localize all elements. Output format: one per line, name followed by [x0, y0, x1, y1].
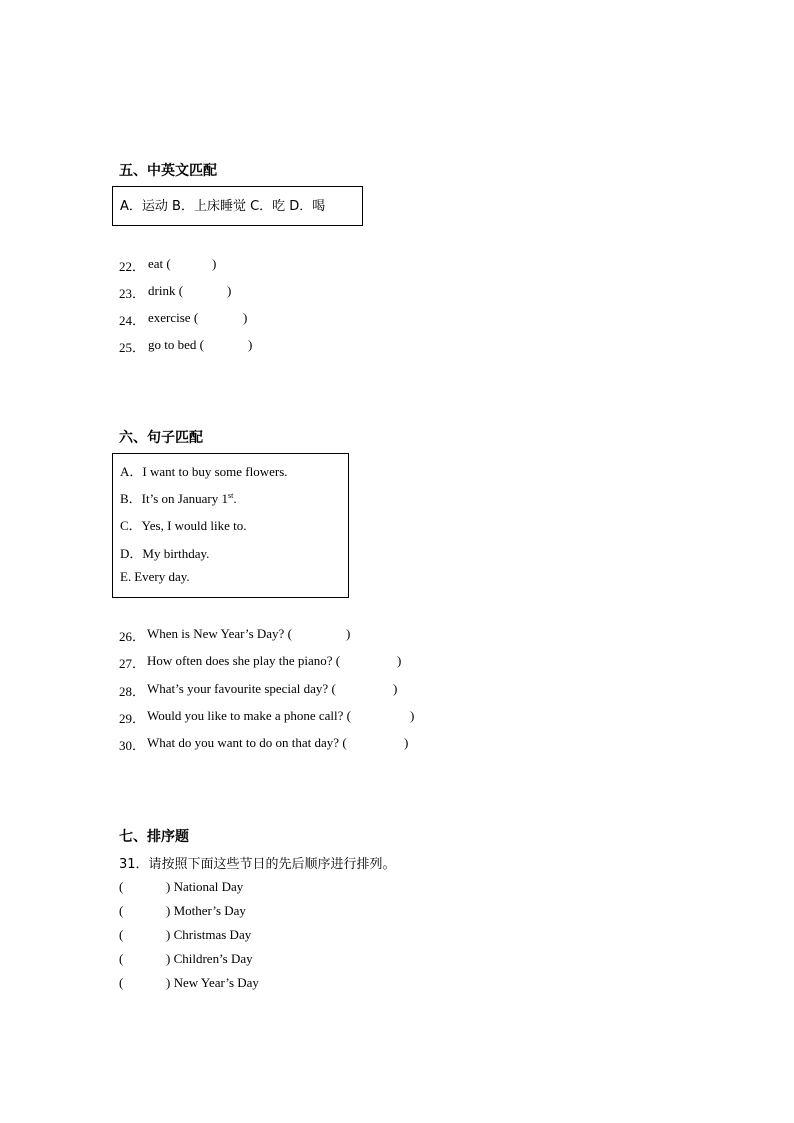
answer-blank-close[interactable]: )	[212, 256, 217, 271]
option-label: C．	[120, 518, 142, 533]
answer-blank-close[interactable]: )	[243, 310, 248, 325]
answer-blank-close[interactable]: )	[248, 337, 253, 352]
question-number: 30．	[119, 738, 146, 753]
answer-blank-close[interactable]: )	[410, 708, 415, 723]
question-text: How often does she play the piano? (	[147, 653, 341, 668]
option-label: A．	[120, 464, 143, 479]
option-text: It’s on January 1	[141, 491, 228, 506]
festival-name: ) Children’s Day	[166, 951, 253, 966]
option-row	[120, 488, 237, 507]
answer-blank-open[interactable]: (	[119, 927, 124, 942]
question-number: 27．	[119, 656, 146, 671]
option-label: D．	[120, 546, 143, 561]
section7-heading: 七、排序题	[119, 829, 189, 845]
question-text: eat (	[148, 256, 171, 271]
question-number: 22．	[119, 259, 146, 274]
answer-blank-close[interactable]: )	[397, 653, 402, 668]
answer-blank-open[interactable]: (	[119, 975, 124, 990]
option-row	[120, 515, 247, 534]
question-text: go to bed (	[148, 337, 204, 352]
option-text: Yes, I would like to.	[141, 518, 247, 533]
festival-name: ) New Year’s Day	[166, 975, 259, 990]
question-number: 29．	[119, 711, 146, 726]
question-number: 28．	[119, 684, 146, 699]
option-label: B．	[120, 491, 142, 506]
option-label: E.	[120, 569, 132, 584]
answer-blank-open[interactable]: (	[119, 879, 124, 894]
section5-options-text: A．运动 B．上床睡觉 C．吃 D．喝	[120, 199, 326, 214]
option-row	[120, 461, 288, 480]
question-text: exercise (	[148, 310, 199, 325]
answer-blank-close[interactable]: )	[393, 681, 398, 696]
option-text: My birthday.	[142, 546, 210, 561]
option-tail: .	[233, 491, 237, 506]
section7-prompt: 31．请按照下面这些节日的先后顺序进行排列。	[119, 857, 396, 872]
option-text: I want to buy some flowers.	[142, 464, 288, 479]
question-text: When is New Year’s Day? (	[147, 626, 292, 641]
question-text: What’s your favourite special day? (	[147, 681, 336, 696]
question-number: 24．	[119, 313, 146, 328]
ordinal-suffix: st	[227, 491, 234, 500]
option-text: Every day.	[134, 569, 190, 584]
section5-heading: 五、中英文匹配	[119, 163, 217, 179]
question-text: Would you like to make a phone call? (	[147, 708, 352, 723]
question-text: drink (	[148, 283, 184, 298]
answer-blank-close[interactable]: )	[227, 283, 232, 298]
question-number: 26．	[119, 629, 146, 644]
answer-blank-open[interactable]: (	[119, 903, 124, 918]
answer-blank-open[interactable]: (	[119, 951, 124, 966]
option-row	[120, 569, 190, 585]
festival-name: ) Christmas Day	[166, 927, 252, 942]
question-number: 25．	[119, 340, 146, 355]
option-row	[120, 543, 209, 562]
answer-blank-close[interactable]: )	[404, 735, 409, 750]
answer-blank-close[interactable]: )	[346, 626, 351, 641]
festival-name: ) Mother’s Day	[166, 903, 246, 918]
section5-options-box	[112, 186, 363, 226]
section6-options-box	[112, 453, 349, 598]
question-text: What do you want to do on that day? (	[147, 735, 347, 750]
section6-heading: 六、句子匹配	[119, 430, 203, 446]
festival-name: ) National Day	[166, 879, 244, 894]
question-number: 23．	[119, 286, 146, 301]
